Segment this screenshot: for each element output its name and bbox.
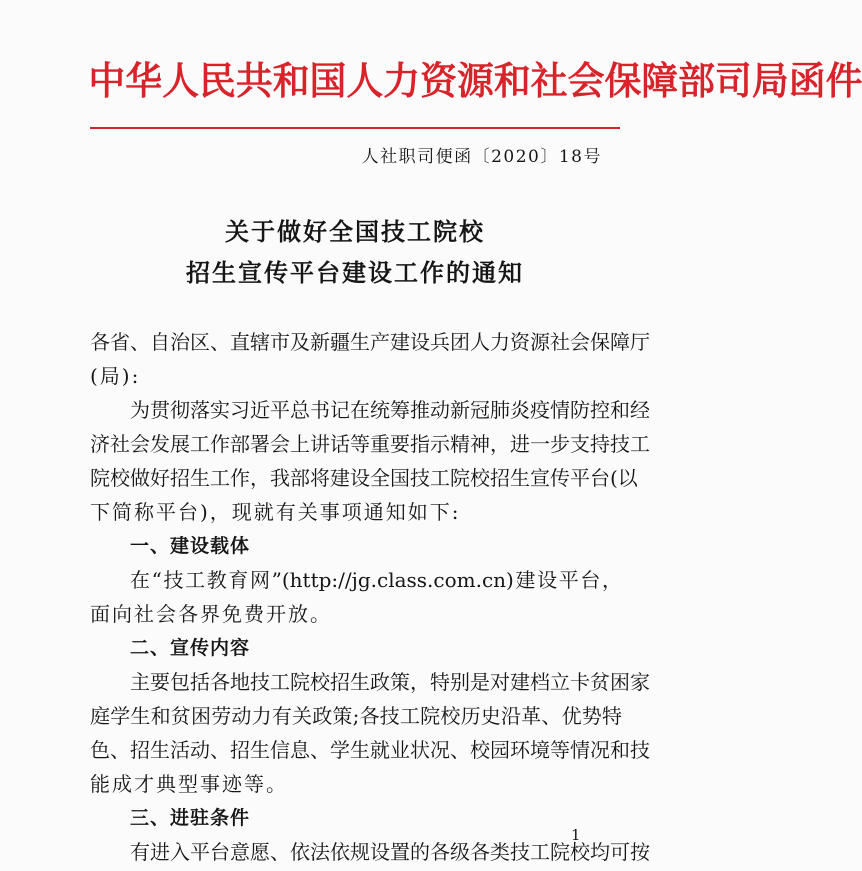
- section-heading: 二、宣传内容: [130, 637, 251, 659]
- intro-line: 下简称平台)，现就有关事项通知如下:: [90, 500, 461, 524]
- section-line: 庭学生和贫困劳动力有关政策;各技工院校历史沿革、优势特: [90, 704, 622, 728]
- masthead-title: 中华人民共和国人力资源和社会保障部司局函件: [88, 58, 862, 103]
- salutation-line: 各省、自治区、直辖市及新疆生产建设兵团人力资源社会保障厅: [90, 330, 650, 354]
- salutation-line: (局):: [90, 364, 141, 388]
- section-line: 主要包括各地技工院校招生政策，特别是对建档立卡贫困家: [130, 670, 650, 694]
- notice-title-line-1: 关于做好全国技工院校: [225, 217, 485, 246]
- notice-title-line-2: 招生宣传平台建设工作的通知: [186, 258, 524, 287]
- page-number: 1: [571, 826, 581, 844]
- section-heading: 三、进驻条件: [130, 807, 251, 829]
- document-number: 人社职司便函〔2020〕18号: [361, 147, 602, 167]
- intro-line: 院校做好招生工作，我部将建设全国技工院校招生宣传平台(以: [90, 466, 638, 490]
- section-line: 有进入平台意愿、依法依规设置的各级各类技工院校均可按: [130, 840, 650, 864]
- section-line: 能成才典型事迹等。: [90, 772, 288, 796]
- intro-line: 为贯彻落实习近平总书记在统筹推动新冠肺炎疫情防控和经: [130, 398, 650, 422]
- section-line: 面向社会各界免费开放。: [90, 602, 332, 626]
- section-line: 在“技工教育网”(http://jg.class.com.cn)建设平台，: [130, 568, 622, 592]
- intro-line: 济社会发展工作部署会上讲话等重要指示精神，进一步支持技工: [90, 432, 650, 456]
- section-heading: 一、建设载体: [130, 535, 251, 557]
- masthead-divider: [90, 127, 620, 129]
- section-line: 色、招生活动、招生信息、学生就业状况、校园环境等情况和技: [90, 738, 650, 762]
